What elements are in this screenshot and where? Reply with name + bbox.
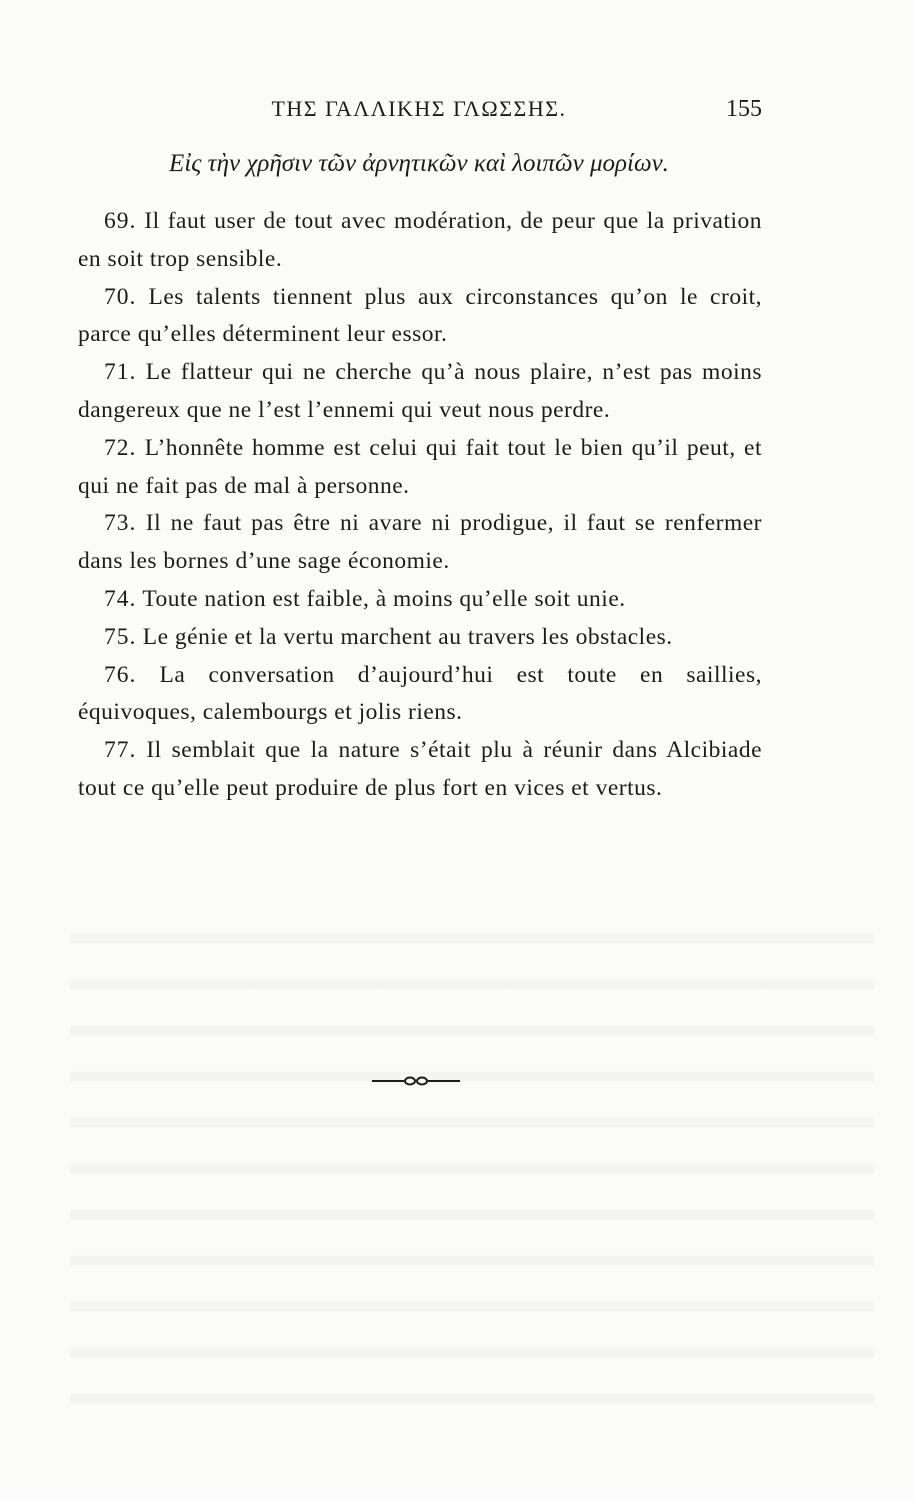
- numbered-sentences: [78, 203, 762, 808]
- item-number: 71.: [104, 359, 137, 386]
- running-header: [76, 96, 762, 126]
- item-text: Les talents tiennent plus aux circonstances qu’on le croit, parce qu’elles déterminent leur essor.: [78, 283, 762, 348]
- sentence-item: [78, 657, 762, 733]
- sentence-item: [78, 203, 762, 279]
- sentence-item: [78, 354, 762, 430]
- item-text: Il faut user de tout avec modération, de peur que la privation en soit trop sensible.: [78, 208, 763, 272]
- item-text: Toute nation est faible, à moins qu’elle soit unie.: [142, 585, 626, 612]
- running-title: ΤΗΣ ΓΑΛΛΙΚΗΣ ΓΛΩΣΣΗΣ.: [271, 96, 567, 121]
- item-number: 76.: [104, 661, 137, 688]
- sentence-item: [78, 430, 762, 506]
- item-number: 70.: [104, 283, 137, 310]
- show-through-texture: [70, 905, 874, 1420]
- item-number: 73.: [104, 510, 137, 537]
- sentence-item: [78, 279, 762, 355]
- item-number: 75.: [104, 623, 137, 650]
- ornament-divider-icon: [372, 1074, 460, 1088]
- item-text: La conversation d’aujourd’hui est toute en saillies, équivoques, calembourgs et jolis riens.: [78, 661, 762, 726]
- item-text: Le flatteur qui ne cherche qu’à nous plaire, n’est pas moins dangereux que ne l’est l’ennemi qui veut nous perdre.: [78, 359, 762, 423]
- sentence-item: [78, 732, 762, 808]
- sentence-item: [78, 581, 762, 619]
- item-number: 74.: [104, 585, 137, 612]
- sentence-item: [78, 619, 762, 657]
- item-text: Il ne faut pas être ni avare ni prodigue, il faut se renfermer dans les bornes d’une sage économie.: [78, 510, 762, 575]
- item-text: Il semblait que la nature s’était plu à réunir dans Alcibiade tout ce qu’elle peut produire de plus fort en vices et vertus.: [78, 737, 763, 801]
- item-text: L’honnête homme est celui qui fait tout le bien qu’il peut, et qui ne fait pas de mal à personne.: [78, 434, 762, 499]
- section-heading: Εἰς τὴν χρῆσιν τῶν ἀρνητικῶν καὶ λοιπῶν μορίων.: [169, 150, 669, 177]
- page-number: 155: [726, 96, 762, 122]
- item-text: Le génie et la vertu marchent au travers les obstacles.: [142, 623, 673, 650]
- item-number: 72.: [104, 434, 137, 461]
- sentence-item: [78, 505, 762, 581]
- item-number: 77.: [104, 737, 137, 764]
- item-number: 69.: [104, 208, 137, 234]
